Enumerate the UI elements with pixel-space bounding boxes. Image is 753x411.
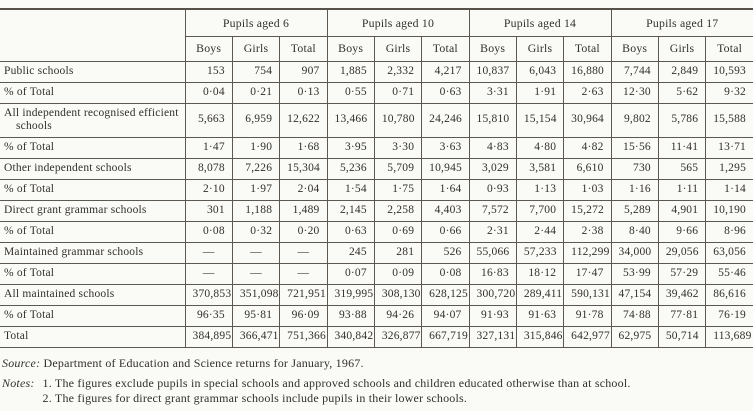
value-cell: 17·47 — [564, 263, 611, 284]
value-cell: 1·68 — [280, 137, 327, 158]
value-cell: 91·93 — [469, 305, 516, 326]
value-cell: 1·13 — [516, 179, 563, 200]
column-group-pupils-aged-6: Pupils aged 6 — [185, 9, 327, 36]
value-cell: 667,719 — [422, 326, 469, 347]
row-label: % of Total — [0, 137, 185, 158]
value-cell: 15,304 — [280, 158, 327, 179]
value-cell: 2,849 — [658, 61, 705, 82]
value-cell: 8,078 — [185, 158, 232, 179]
value-cell: 10,945 — [422, 158, 469, 179]
table-row — [0, 263, 753, 284]
value-cell: 281 — [374, 242, 421, 263]
value-cell: 642,977 — [564, 326, 611, 347]
value-cell: 301 — [185, 200, 232, 221]
column-header-total: Total — [706, 36, 753, 61]
value-cell: 384,895 — [185, 326, 232, 347]
value-cell: 96·35 — [185, 305, 232, 326]
value-cell: 3·31 — [469, 82, 516, 103]
value-cell: 4,217 — [422, 61, 469, 82]
value-cell: 319,995 — [327, 284, 374, 305]
value-cell: 0·09 — [374, 263, 421, 284]
table-row — [0, 137, 753, 158]
value-cell: 1·03 — [564, 179, 611, 200]
value-cell: 76·19 — [706, 305, 753, 326]
note-item: 1. The figures exclude pupils in special schools and approved schools and children educated otherwise than at school. — [42, 375, 631, 390]
notes-list — [43, 376, 631, 406]
column-header-boys: Boys — [611, 36, 658, 61]
value-cell: 308,130 — [374, 284, 421, 305]
value-cell: 12,622 — [280, 103, 327, 137]
table-row — [0, 200, 753, 221]
value-cell: 590,131 — [564, 284, 611, 305]
value-cell: 13·71 — [706, 137, 753, 158]
value-cell: 0·93 — [469, 179, 516, 200]
column-header-boys: Boys — [327, 36, 374, 61]
value-cell: 1·64 — [422, 179, 469, 200]
source-text: Department of Education and Science returns for January, 1967. — [43, 355, 364, 370]
value-cell: 4,403 — [422, 200, 469, 221]
value-cell: 1,188 — [232, 200, 279, 221]
value-cell: 1·11 — [658, 179, 705, 200]
value-cell: 2·04 — [280, 179, 327, 200]
value-cell: 13,466 — [327, 103, 374, 137]
value-cell: 16·83 — [469, 263, 516, 284]
value-cell: 1,885 — [327, 61, 374, 82]
value-cell: 94·07 — [422, 305, 469, 326]
value-cell: 565 — [658, 158, 705, 179]
source-line — [2, 356, 749, 371]
value-cell: 0·04 — [185, 82, 232, 103]
value-cell: 94·26 — [374, 305, 421, 326]
value-cell: 57·29 — [658, 263, 705, 284]
value-cell: — — [232, 263, 279, 284]
value-cell: — — [280, 263, 327, 284]
column-header-boys: Boys — [185, 36, 232, 61]
value-cell: 5,236 — [327, 158, 374, 179]
row-label: All independent recognised efficient schools — [0, 103, 185, 137]
value-cell: 721,951 — [280, 284, 327, 305]
value-cell: 326,877 — [374, 326, 421, 347]
value-cell: 1·47 — [185, 137, 232, 158]
value-cell: 1,489 — [280, 200, 327, 221]
value-cell: 16,880 — [564, 61, 611, 82]
value-cell: 5·62 — [658, 82, 705, 103]
value-cell: 1·54 — [327, 179, 374, 200]
value-cell: 5,709 — [374, 158, 421, 179]
column-group-pupils-aged-14: Pupils aged 14 — [469, 9, 611, 36]
column-group-pupils-aged-10: Pupils aged 10 — [327, 9, 469, 36]
value-cell: 300,720 — [469, 284, 516, 305]
value-cell: 245 — [327, 242, 374, 263]
value-cell: 15,810 — [469, 103, 516, 137]
value-cell: 2,145 — [327, 200, 374, 221]
value-cell: 751,366 — [280, 326, 327, 347]
value-cell: 1·90 — [232, 137, 279, 158]
value-cell: 0·66 — [422, 221, 469, 242]
pupils-by-age-table — [0, 8, 753, 348]
value-cell: 0·69 — [374, 221, 421, 242]
value-cell: 2·63 — [564, 82, 611, 103]
value-cell: 289,411 — [516, 284, 563, 305]
value-cell: 526 — [422, 242, 469, 263]
table-row — [0, 158, 753, 179]
value-cell: 86,616 — [706, 284, 753, 305]
value-cell: 370,853 — [185, 284, 232, 305]
value-cell: 2·31 — [469, 221, 516, 242]
value-cell: 11·41 — [658, 137, 705, 158]
row-label: % of Total — [0, 305, 185, 326]
value-cell: 15,272 — [564, 200, 611, 221]
row-label: % of Total — [0, 82, 185, 103]
table-row — [0, 242, 753, 263]
row-label: Direct grant grammar schools — [0, 200, 185, 221]
table-footnotes — [0, 348, 753, 406]
value-cell: 55,066 — [469, 242, 516, 263]
table-row — [0, 284, 753, 305]
value-cell: 9·66 — [658, 221, 705, 242]
value-cell: 2·44 — [516, 221, 563, 242]
row-label: % of Total — [0, 263, 185, 284]
table-row — [0, 61, 753, 82]
row-label: Other independent schools — [0, 158, 185, 179]
value-cell: 0·20 — [280, 221, 327, 242]
value-cell: 9·32 — [706, 82, 753, 103]
value-cell: 6,610 — [564, 158, 611, 179]
table-row — [0, 221, 753, 242]
value-cell: 10,593 — [706, 61, 753, 82]
value-cell: 1·75 — [374, 179, 421, 200]
value-cell: 3,029 — [469, 158, 516, 179]
value-cell: 113,689 — [706, 326, 753, 347]
value-cell: 0·63 — [422, 82, 469, 103]
column-header-girls: Girls — [232, 36, 279, 61]
column-group-pupils-aged-17: Pupils aged 17 — [611, 9, 753, 36]
note-item: 2. The figures for direct grant grammar schools include pupils in their lower schools. — [42, 390, 468, 405]
table-row — [0, 103, 753, 137]
value-cell: 93·88 — [327, 305, 374, 326]
row-label: Maintained grammar schools — [0, 242, 185, 263]
value-cell: 7,226 — [232, 158, 279, 179]
value-cell: 74·88 — [611, 305, 658, 326]
value-cell: 907 — [280, 61, 327, 82]
value-cell: 5,786 — [658, 103, 705, 137]
value-cell: 4·83 — [469, 137, 516, 158]
row-label: All maintained schools — [0, 284, 185, 305]
value-cell: 0·32 — [232, 221, 279, 242]
value-cell: 2·10 — [185, 179, 232, 200]
value-cell: 29,056 — [658, 242, 705, 263]
value-cell: 34,000 — [611, 242, 658, 263]
column-header-total: Total — [422, 36, 469, 61]
value-cell: 10,837 — [469, 61, 516, 82]
value-cell: 730 — [611, 158, 658, 179]
value-cell: — — [232, 242, 279, 263]
value-cell: 4·82 — [564, 137, 611, 158]
value-cell: 3·30 — [374, 137, 421, 158]
row-label: Public schools — [0, 61, 185, 82]
value-cell: 10,780 — [374, 103, 421, 137]
value-cell: — — [185, 242, 232, 263]
column-header-total: Total — [564, 36, 611, 61]
value-cell: 351,098 — [232, 284, 279, 305]
value-cell: 91·78 — [564, 305, 611, 326]
value-cell: 8·96 — [706, 221, 753, 242]
value-cell: 0·21 — [232, 82, 279, 103]
value-cell: 0·71 — [374, 82, 421, 103]
value-cell: 3·95 — [327, 137, 374, 158]
value-cell: 4·80 — [516, 137, 563, 158]
value-cell: 340,842 — [327, 326, 374, 347]
value-cell: 96·09 — [280, 305, 327, 326]
value-cell: 7,572 — [469, 200, 516, 221]
column-header-girls: Girls — [658, 36, 705, 61]
table-body — [0, 61, 753, 347]
value-cell: 315,846 — [516, 326, 563, 347]
value-cell: — — [280, 242, 327, 263]
value-cell: 0·08 — [185, 221, 232, 242]
value-cell: 53·99 — [611, 263, 658, 284]
value-cell: 91·63 — [516, 305, 563, 326]
value-cell: 754 — [232, 61, 279, 82]
column-header-total: Total — [280, 36, 327, 61]
value-cell: 15,588 — [706, 103, 753, 137]
value-cell: 63,056 — [706, 242, 753, 263]
value-cell: 2,258 — [374, 200, 421, 221]
value-cell: 3·63 — [422, 137, 469, 158]
value-cell: 15·56 — [611, 137, 658, 158]
value-cell: 0·07 — [327, 263, 374, 284]
corner-cell — [0, 9, 185, 61]
value-cell: 55·46 — [706, 263, 753, 284]
column-header-boys: Boys — [469, 36, 516, 61]
column-header-girls: Girls — [374, 36, 421, 61]
value-cell: 30,964 — [564, 103, 611, 137]
value-cell: 0·13 — [280, 82, 327, 103]
value-cell: 6,043 — [516, 61, 563, 82]
value-cell: 57,233 — [516, 242, 563, 263]
value-cell: 0·55 — [327, 82, 374, 103]
value-cell: 153 — [185, 61, 232, 82]
table-row — [0, 326, 753, 347]
value-cell: 3,581 — [516, 158, 563, 179]
value-cell: 50,714 — [658, 326, 705, 347]
table-row — [0, 82, 753, 103]
value-cell: 8·40 — [611, 221, 658, 242]
value-cell: 327,131 — [469, 326, 516, 347]
value-cell: 5,663 — [185, 103, 232, 137]
value-cell: 24,246 — [422, 103, 469, 137]
value-cell: 2·38 — [564, 221, 611, 242]
value-cell: 1,295 — [706, 158, 753, 179]
value-cell: 112,299 — [564, 242, 611, 263]
value-cell: 10,190 — [706, 200, 753, 221]
table-row — [0, 179, 753, 200]
value-cell: 1·14 — [706, 179, 753, 200]
value-cell: 62,975 — [611, 326, 658, 347]
value-cell: 12·30 — [611, 82, 658, 103]
value-cell: 7,744 — [611, 61, 658, 82]
value-cell: 15,154 — [516, 103, 563, 137]
notes-label: Notes: — [2, 375, 35, 390]
value-cell: 95·81 — [232, 305, 279, 326]
value-cell: 0·63 — [327, 221, 374, 242]
value-cell: 4,901 — [658, 200, 705, 221]
source-label: Source: — [2, 355, 41, 370]
notes-block — [2, 376, 749, 406]
value-cell: 39,462 — [658, 284, 705, 305]
value-cell: 1·16 — [611, 179, 658, 200]
value-cell: 7,700 — [516, 200, 563, 221]
value-cell: 47,154 — [611, 284, 658, 305]
value-cell: 1·97 — [232, 179, 279, 200]
table-row — [0, 305, 753, 326]
row-label: Total — [0, 326, 185, 347]
value-cell: 2,332 — [374, 61, 421, 82]
value-cell: — — [185, 263, 232, 284]
row-label: % of Total — [0, 221, 185, 242]
value-cell: 0·08 — [422, 263, 469, 284]
value-cell: 77·81 — [658, 305, 705, 326]
group-header-row — [0, 9, 753, 36]
column-header-girls: Girls — [516, 36, 563, 61]
value-cell: 18·12 — [516, 263, 563, 284]
value-cell: 1·91 — [516, 82, 563, 103]
value-cell: 5,289 — [611, 200, 658, 221]
value-cell: 9,802 — [611, 103, 658, 137]
value-cell: 6,959 — [232, 103, 279, 137]
value-cell: 628,125 — [422, 284, 469, 305]
row-label: % of Total — [0, 179, 185, 200]
value-cell: 366,471 — [232, 326, 279, 347]
